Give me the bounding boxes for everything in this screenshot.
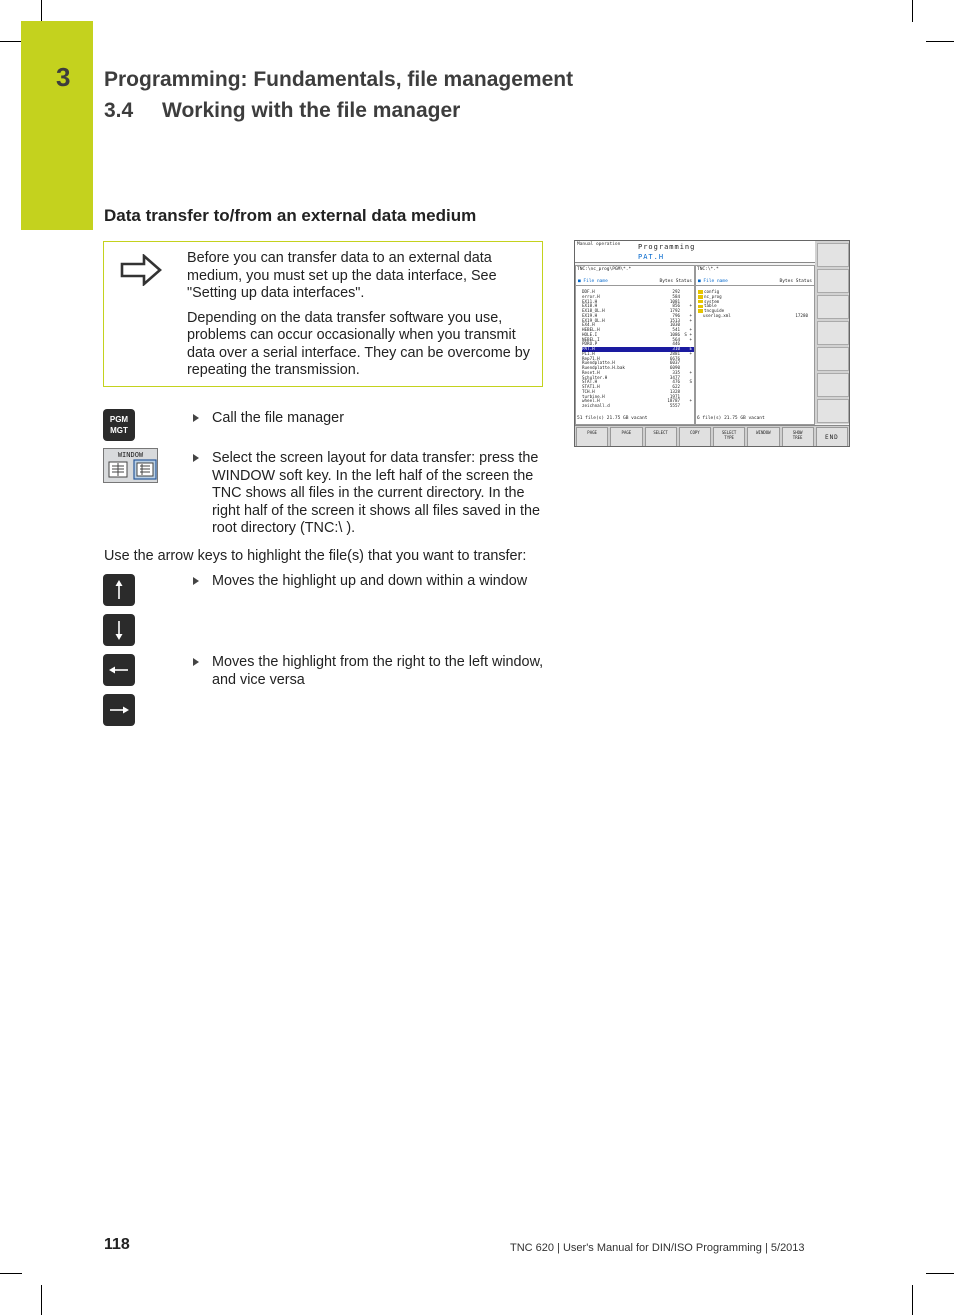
step-text: Call the file manager <box>212 410 344 426</box>
arrow-down-key[interactable] <box>103 614 135 646</box>
file-name: Ruendplatte.H.bak <box>582 365 625 370</box>
crop-mark <box>912 0 913 22</box>
crop-mark <box>0 41 22 42</box>
col-bytes-status: Bytes Status <box>659 279 692 284</box>
file-name: tncguide <box>704 308 725 313</box>
tnc-screenshot <box>574 240 850 447</box>
file-name: config <box>704 289 720 294</box>
side-softkey[interactable] <box>817 243 849 267</box>
crop-mark <box>926 41 954 42</box>
mgt-key-label: MGT <box>110 426 128 435</box>
file-size: 564 <box>672 336 680 342</box>
side-softkey[interactable] <box>817 399 849 423</box>
file-name: STAT.H <box>582 379 598 385</box>
softkey-label: END <box>824 434 839 441</box>
step-select-layout <box>193 450 545 538</box>
file-size: 856 <box>672 303 680 309</box>
right-status: 6 file(s) 21.75 GB vacant <box>697 416 765 421</box>
crop-mark <box>41 0 42 22</box>
file-name: table <box>704 303 717 309</box>
file-size: 5557 <box>669 403 680 408</box>
crop-mark <box>926 1273 954 1274</box>
page-number: 118 <box>104 1236 130 1253</box>
file-name: EX4.H <box>582 322 595 328</box>
left-column-header <box>576 279 694 286</box>
folder-icon <box>698 305 703 309</box>
section-heading <box>104 99 460 123</box>
file-size: 446 <box>672 341 680 347</box>
screen-header <box>575 241 815 263</box>
file-size: 1030 <box>669 322 680 328</box>
softkey-label: WINDOW <box>756 430 771 435</box>
arrow-up-key[interactable] <box>103 574 135 606</box>
step-text: Moves the highlight up and down within a window <box>212 573 528 589</box>
bullet-triangle-icon <box>193 454 199 462</box>
file-name: EX19_OL.H <box>582 317 605 323</box>
note-box <box>103 241 543 387</box>
file-size: 476 <box>672 379 680 385</box>
file-name: NEBEL.I <box>582 336 600 342</box>
file-name: EX19.H <box>582 312 598 318</box>
file-size: 292 <box>672 289 680 294</box>
folder-icon <box>698 300 703 304</box>
file-size: 1971 <box>669 393 680 399</box>
file-name: HEBEL.H <box>582 327 600 332</box>
arrow-right-icon <box>120 254 162 291</box>
side-softkey[interactable] <box>817 373 849 397</box>
file-size: 6090 <box>669 365 680 370</box>
arrow-keys-intro: Use the arrow keys to highlight the file(s) that you want to transfer: <box>104 548 527 564</box>
file-size: 622 <box>672 384 680 389</box>
note-text <box>187 250 537 387</box>
bullet-triangle-icon <box>193 577 199 585</box>
left-file-window <box>575 265 695 425</box>
file-name: turbine.H <box>582 393 605 399</box>
softkey-label: PAGE <box>587 430 597 435</box>
file-status: + <box>689 303 692 309</box>
softkey-select[interactable] <box>645 427 677 447</box>
softkey-label: SELECT <box>653 430 668 435</box>
file-row[interactable] <box>582 404 694 409</box>
softkey-row <box>575 425 849 447</box>
programming-title: Programming <box>638 243 696 251</box>
softkey-label: SELECT <box>721 430 737 435</box>
softkey-page[interactable] <box>610 427 642 447</box>
file-name: TCH.H <box>582 388 595 394</box>
window-layout-icon <box>104 459 157 481</box>
left-status: 51 file(s) 21.75 GB vacant <box>577 416 648 421</box>
file-name: userlog.xml <box>703 312 731 318</box>
step-move-up-down <box>193 573 545 591</box>
file-name: system <box>704 298 720 304</box>
file-status: E <box>689 346 692 351</box>
window-soft-key[interactable] <box>103 448 158 483</box>
file-name: error.H <box>582 293 600 299</box>
chapter-title: Programming: Fundamentals, file management <box>104 68 574 91</box>
softkey-window[interactable] <box>747 427 779 447</box>
window-key-label: WINDOW <box>117 451 144 459</box>
file-name: EX18_OL.H <box>582 308 605 313</box>
chapter-color-block <box>21 21 93 230</box>
arrow-up-icon <box>103 574 135 606</box>
softkey-label: SHOW <box>792 430 803 435</box>
file-size: 310 <box>672 346 680 351</box>
file-size: 1081 <box>669 298 680 304</box>
file-size: 17280 <box>795 312 808 318</box>
softkey-page[interactable] <box>576 427 608 447</box>
active-file: PAT.H <box>638 253 665 261</box>
arrow-down-icon <box>103 614 135 646</box>
arrow-right-icon <box>103 694 135 726</box>
arrow-left-icon <box>103 654 135 686</box>
side-softkey[interactable] <box>817 269 849 293</box>
file-row[interactable] <box>698 314 810 319</box>
file-size: 18787 <box>667 398 680 404</box>
softkey-select[interactable] <box>713 427 745 447</box>
note-paragraph: Before you can transfer data to an external data medium, you must set up the data interface, See "Setting up data interfaces". <box>187 250 497 301</box>
softkey-label: TREE <box>792 435 803 440</box>
file-status: + <box>689 312 692 318</box>
file-name: EX11.H <box>582 298 598 304</box>
file-name: EX18.H <box>582 303 598 309</box>
step-text: Moves the highlight from the right to the left window, and vice versa <box>212 654 544 688</box>
left-path: TNC:\nc_prog\PGM\*.* <box>577 267 632 272</box>
softkey-label: PAGE <box>621 430 632 435</box>
file-name: Rep71.H <box>582 355 600 361</box>
step-text: Select the screen layout for data transfer: press the WINDOW soft key. In the left half of the screen the TNC shows all files in the current directory. In the right half of the screen it shows all files saved in the root directory (TNC:\ ). <box>212 450 540 536</box>
side-softkey[interactable] <box>817 321 849 345</box>
vertical-softkey-bar <box>815 241 850 424</box>
file-size: 1792 <box>669 308 680 313</box>
file-status: + <box>689 336 692 342</box>
step-call-file-manager <box>193 410 545 428</box>
file-status: + <box>689 327 692 332</box>
file-name: nc_prog <box>704 293 722 299</box>
file-name: PDRO.P <box>582 341 598 347</box>
file-name: Reset.H <box>582 369 600 375</box>
file-name: Ruendplatte.H <box>582 360 615 366</box>
crop-mark <box>0 1273 22 1274</box>
file-status: S + <box>684 331 692 337</box>
softkey-show[interactable] <box>782 427 814 447</box>
bullet-triangle-icon <box>193 658 199 666</box>
col-bytes-status: Bytes Status <box>779 279 812 284</box>
softkey-label: COPY <box>690 430 700 435</box>
right-path: TNC:\*.* <box>697 267 719 272</box>
crop-mark <box>912 1285 913 1315</box>
bullet-triangle-icon <box>193 414 199 422</box>
subsection-title: Data transfer to/from an external data medium <box>104 206 477 225</box>
file-status: + <box>689 317 692 323</box>
softkey-copy[interactable] <box>679 427 711 447</box>
file-name: wheel.H <box>582 398 600 404</box>
footer-text: TNC 620 | User's Manual for DIN/ISO Programming | 5/2013 <box>510 1242 805 1254</box>
section-title: Working with the file manager <box>162 99 461 122</box>
note-paragraph: Depending on the data transfer software you use, problems can occur occasionally when you transmit data over a serial interface. They can be overcome by repeating the transmission. <box>187 309 530 378</box>
file-size: 1328 <box>669 388 680 394</box>
file-name: PL1.H <box>582 350 595 356</box>
file-name: Schulter.H <box>582 374 608 380</box>
side-softkey[interactable] <box>817 347 849 371</box>
col-file-name: ■ File name <box>698 279 728 284</box>
file-size: 2881 <box>669 350 680 356</box>
file-size: 6676 <box>669 355 680 361</box>
softkey-end[interactable] <box>816 427 848 447</box>
file-status: + <box>689 398 692 404</box>
chapter-number: 3 <box>56 62 71 92</box>
left-file-list <box>582 290 694 409</box>
file-name: zeichnall.d <box>582 403 610 408</box>
file-name: HOLE.I <box>582 331 598 337</box>
folder-icon <box>698 295 703 299</box>
file-name: DDF.H <box>582 289 595 294</box>
file-size: 796 <box>672 312 680 318</box>
file-status: + <box>689 369 692 375</box>
file-size: 6037 <box>669 360 680 366</box>
right-column-header <box>696 279 814 286</box>
operating-mode: Manual operation <box>577 242 621 247</box>
side-softkey[interactable] <box>817 295 849 319</box>
file-size: 584 <box>672 293 680 299</box>
arrow-left-key[interactable] <box>103 654 135 686</box>
file-size: 1513 <box>669 317 680 323</box>
file-name: PAT.H <box>582 346 595 351</box>
section-number: 3.4 <box>104 99 134 122</box>
file-size: 1086 <box>669 331 680 337</box>
softkey-label: TYPE <box>724 435 734 440</box>
step-move-left-right <box>193 654 545 689</box>
file-size: 335 <box>672 369 680 375</box>
file-name: STAT1.H <box>582 384 600 389</box>
arrow-right-key[interactable] <box>103 694 135 726</box>
file-size: 3477 <box>669 374 680 380</box>
file-status: + <box>689 350 692 356</box>
file-status: S <box>689 379 692 385</box>
folder-icon <box>698 290 703 294</box>
crop-mark <box>41 1285 42 1315</box>
pgm-key-label: PGM <box>109 415 129 424</box>
col-file-name: ■ File name <box>578 279 608 284</box>
right-file-list <box>698 290 810 319</box>
right-file-window <box>695 265 815 425</box>
pgm-mgt-key[interactable] <box>103 409 135 441</box>
file-size: 541 <box>672 327 680 332</box>
